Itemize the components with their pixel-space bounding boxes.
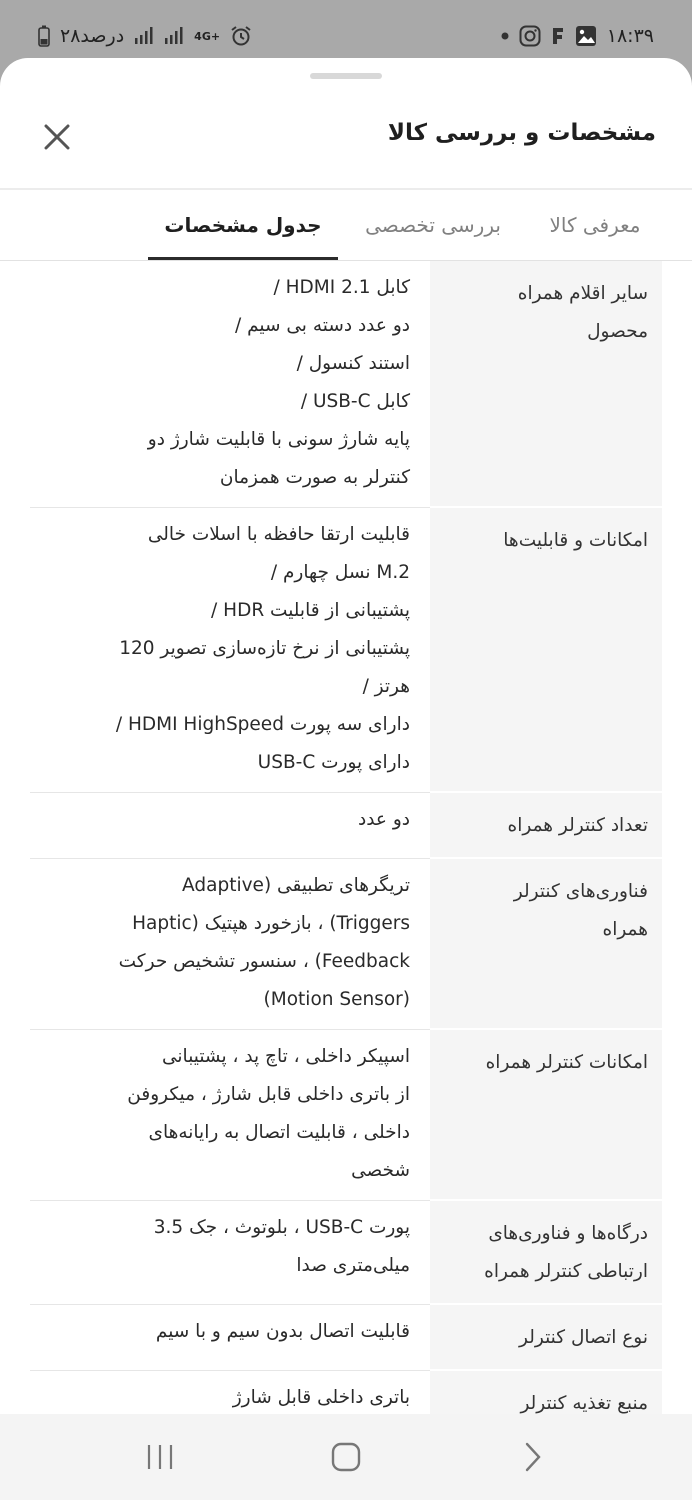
spec-value-line: پورت USB-C ، بلوتوث ، جک 3.5: [153, 1217, 410, 1238]
spec-row: [0, 261, 692, 508]
spec-value-line: کابل USB-C /: [300, 391, 410, 412]
spec-value-line: دارای سه پورت HDMI HighSpeed /: [115, 714, 410, 735]
spec-key: [430, 859, 662, 1030]
spec-key-line: محصول: [587, 321, 648, 342]
tab-expert-review[interactable]: بررسی تخصصی: [365, 213, 501, 237]
spec-key: [430, 793, 662, 859]
network-type: 4G+: [194, 29, 221, 43]
spec-value-line: میلی‌متری صدا: [296, 1255, 410, 1276]
tab-product-intro[interactable]: معرفی کالا: [549, 213, 641, 237]
home-icon: [330, 1441, 362, 1473]
spec-key: [430, 1030, 662, 1201]
navigation-bar: [0, 1414, 692, 1500]
spec-key-line: سایر اقلام همراه: [517, 283, 648, 304]
spec-value: [30, 508, 430, 793]
sheet-drag-handle[interactable]: [310, 73, 382, 79]
spec-row: [0, 859, 692, 1030]
spec-key: [430, 1305, 662, 1371]
spec-value-line: دارای پورت USB-C: [257, 752, 410, 773]
spec-value-line: (Motion Sensor): [263, 989, 410, 1010]
spec-value-line: پشتیبانی از قابلیت HDR /: [211, 600, 410, 621]
app-icon: [551, 26, 565, 46]
spec-row: [0, 1030, 692, 1201]
tab-bar: [0, 190, 692, 260]
spec-value: [30, 1030, 430, 1201]
spec-row: [0, 793, 692, 859]
spec-key-line: درگاه‌ها و فناوری‌های: [488, 1223, 648, 1244]
back-button[interactable]: [512, 1437, 552, 1477]
spec-value-line: کابل HDMI 2.1 /: [273, 277, 410, 298]
clock: ۱۸:۳۹: [606, 25, 654, 47]
spec-key: [430, 508, 662, 793]
spec-key-line: نوع اتصال کنترلر: [519, 1327, 648, 1348]
spec-key-line: امکانات کنترلر همراه: [485, 1052, 648, 1073]
spec-value-line: دو عدد دسته بی سیم /: [234, 315, 410, 336]
spec-value-line: دو عدد: [357, 809, 410, 830]
spec-key: [430, 1201, 662, 1305]
specification-table: [0, 261, 692, 1475]
instagram-icon: [519, 25, 541, 47]
recent-apps-button[interactable]: [140, 1437, 180, 1477]
spec-value-line: اسپیکر داخلی ، تاچ پد ، پشتیبانی: [161, 1046, 410, 1067]
spec-value-line: باتری داخلی قابل شارژ: [232, 1387, 410, 1408]
status-bar-right: [501, 25, 654, 47]
alarm-icon: [230, 25, 252, 47]
spec-value-line: داخلی ، قابلیت اتصال به رایانه‌های: [148, 1122, 410, 1143]
spec-key-line: فناوری‌های کنترلر: [513, 881, 648, 902]
battery-percent: ۲۸درصد: [60, 25, 125, 47]
spec-value-line: پایه شارژ سونی با قابلیت شارژ دو: [147, 429, 410, 450]
spec-key-line: ارتباطی کنترلر همراه: [484, 1261, 648, 1282]
signal-icon: [134, 26, 154, 46]
spec-value: [30, 793, 430, 859]
spec-key-line: همراه: [602, 919, 648, 940]
signal-icon-2: [164, 26, 184, 46]
spec-value-line: M.2 نسل چهارم /: [270, 562, 410, 583]
status-bar-left: [38, 25, 252, 47]
home-button[interactable]: [326, 1437, 366, 1477]
close-button[interactable]: [38, 118, 76, 156]
spec-value-line: قابلیت ارتقا حافظه با اسلات خالی: [147, 524, 410, 545]
spec-value: [30, 859, 430, 1030]
spec-row: [0, 1201, 692, 1305]
spec-key-line: تعداد کنترلر همراه: [507, 815, 648, 836]
spec-value-line: کنترلر به صورت همزمان: [219, 467, 410, 488]
spec-value-line: شخصی: [351, 1160, 410, 1181]
battery-icon: [38, 25, 50, 47]
spec-value-line: از باتری داخلی قابل شارژ ، میکروفن: [127, 1084, 410, 1105]
spec-value-line: پشتیبانی از نرخ تازه‌سازی تصویر 120: [119, 638, 410, 659]
sheet-header: [0, 98, 692, 178]
spec-row: [0, 508, 692, 793]
bottom-sheet: [0, 58, 692, 1414]
back-icon: [520, 1441, 544, 1473]
spec-value-line: استند کنسول /: [296, 353, 410, 374]
spec-value: [30, 1201, 430, 1305]
spec-key-line: منبع تغذیه کنترلر: [520, 1393, 648, 1414]
sheet-title: مشخصات و بررسی کالا: [387, 120, 656, 146]
spec-value-line: Feedback) ، سنسور تشخیص حرکت: [118, 951, 410, 972]
spec-key-line: امکانات و قابلیت‌ها: [503, 530, 648, 551]
spec-value-line: Triggers) ، بازخورد هپتیک (Haptic: [132, 913, 410, 934]
spec-value-line: هرتز /: [362, 676, 410, 697]
recent-apps-icon: [145, 1442, 175, 1472]
close-icon: [43, 123, 71, 151]
image-icon: [575, 25, 597, 47]
tab-specifications[interactable]: جدول مشخصات: [148, 190, 338, 260]
spec-value: [30, 1305, 430, 1371]
dot-icon: [501, 32, 509, 40]
spec-key: [430, 261, 662, 508]
spec-value-line: تریگرهای تطبیقی (Adaptive: [182, 875, 410, 896]
spec-value-line: قابلیت اتصال بدون سیم و با سیم: [155, 1321, 410, 1342]
spec-row: [0, 1305, 692, 1371]
spec-value: [30, 261, 430, 508]
